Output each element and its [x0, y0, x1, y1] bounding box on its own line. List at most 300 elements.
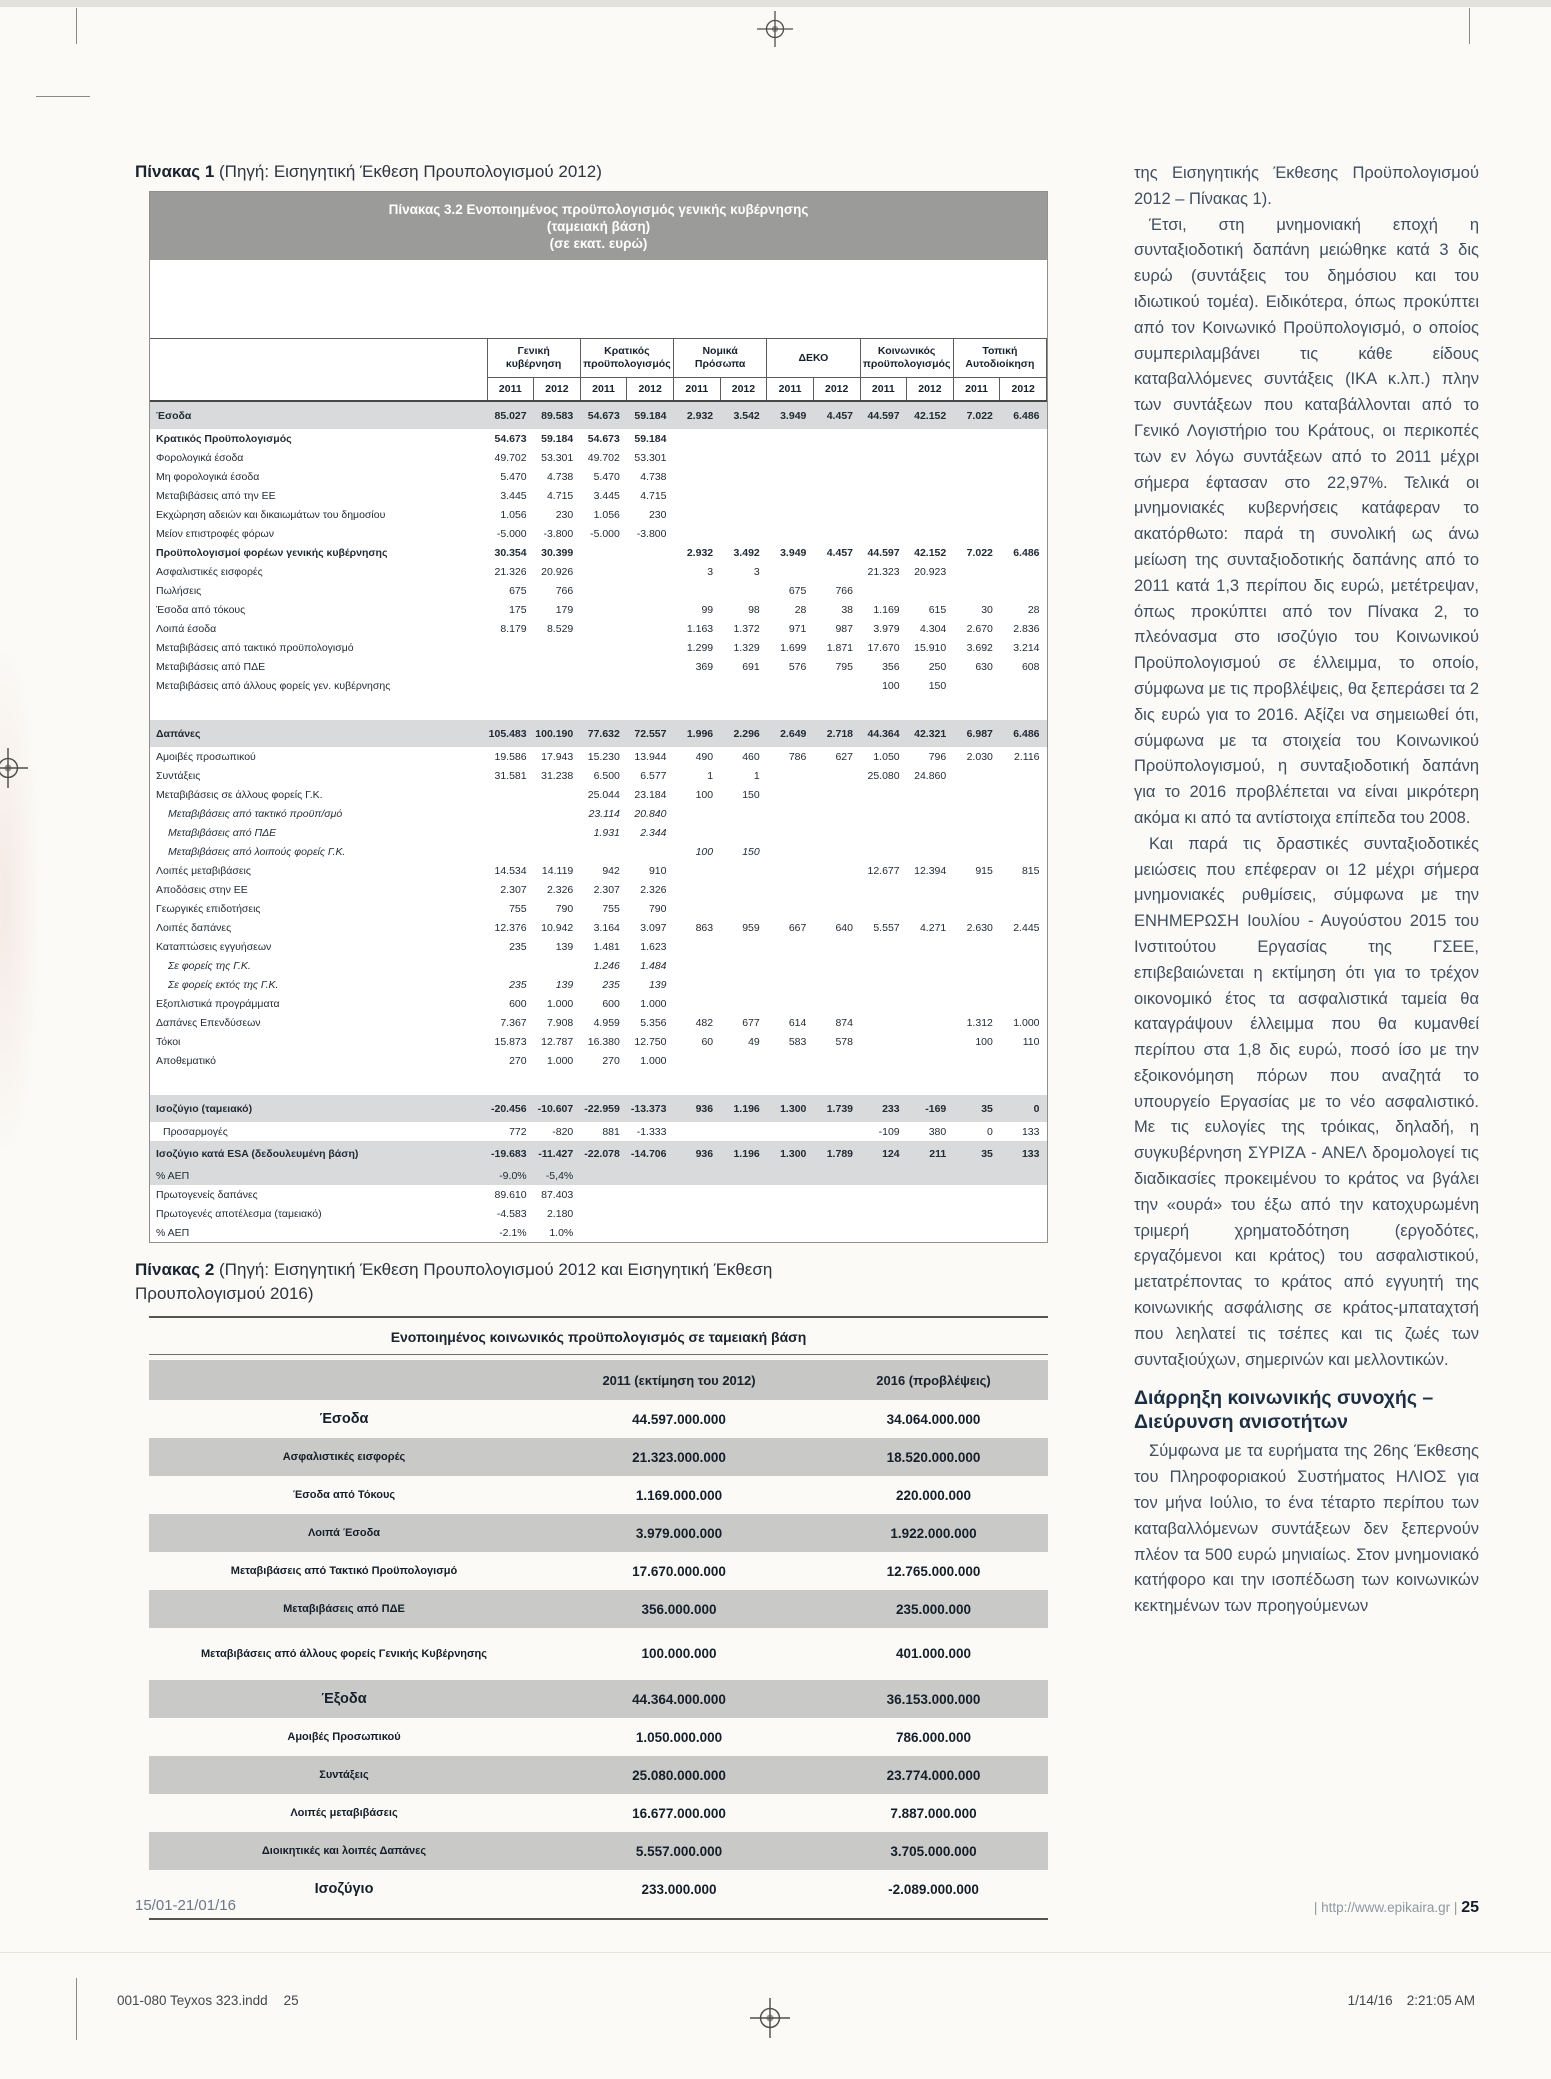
value-cell: 490 — [695, 750, 714, 763]
value-cell — [580, 581, 627, 600]
value-cell — [860, 842, 907, 861]
value-cell: 87.403 — [541, 1188, 574, 1201]
value-cell — [767, 766, 814, 785]
value-cell: 2.932 — [686, 409, 714, 422]
value-cell: 971 — [788, 622, 807, 635]
value-cell — [674, 467, 721, 486]
value-cell: 815 — [1021, 864, 1040, 877]
value-cell: -19.683 — [491, 1147, 527, 1160]
row-label: % ΑΕΠ — [156, 1169, 190, 1182]
table2-row — [149, 1438, 1048, 1476]
page-footer-right — [1314, 1899, 1479, 1917]
value-cell — [1000, 823, 1047, 842]
value-cell — [487, 676, 534, 695]
value-2016: 34.064.000.000 — [886, 1411, 981, 1427]
table1-row — [150, 937, 1047, 956]
value-cell: 14.534 — [494, 864, 527, 877]
value-cell — [534, 956, 581, 975]
value-cell — [487, 823, 534, 842]
table1-title-line2: (ταμειακή βάση) — [546, 219, 651, 234]
value-cell — [1000, 581, 1047, 600]
value-2011: 356.000.000 — [641, 1601, 717, 1617]
value-cell — [1000, 524, 1047, 543]
value-cell: 12.677 — [867, 864, 900, 877]
value-2011: 100.000.000 — [641, 1646, 717, 1662]
indd-filename: 001-080 Teyxos 323.indd — [117, 1993, 268, 2008]
value-cell: 2.836 — [1013, 622, 1040, 635]
value-cell: 139 — [555, 978, 574, 991]
value-cell — [813, 467, 860, 486]
value-cell: 59.184 — [634, 432, 667, 445]
value-cell — [860, 1185, 907, 1204]
year-header: 2012 — [627, 378, 674, 402]
value-cell: 2.630 — [966, 921, 993, 934]
value-cell: 4.304 — [919, 622, 947, 635]
value-cell: 89.583 — [541, 409, 574, 422]
value-2011: 44.597.000.000 — [632, 1411, 726, 1427]
value-cell — [1000, 1204, 1047, 1223]
value-cell — [674, 975, 721, 994]
value-cell — [860, 1032, 907, 1051]
year-header: 2012 — [534, 378, 581, 402]
value-cell: 1 — [753, 769, 760, 782]
value-cell — [907, 975, 954, 994]
print-date: 1/14/16 — [1347, 1993, 1393, 2008]
value-cell: 460 — [742, 750, 760, 763]
value-cell — [1000, 429, 1047, 448]
value-cell: -109 — [878, 1125, 900, 1138]
value-cell: 42.321 — [914, 727, 947, 740]
value-cell — [674, 581, 721, 600]
value-cell — [720, 676, 767, 695]
row-label: Αποδόσεις στην ΕΕ — [156, 883, 248, 896]
value-cell: 42.152 — [914, 546, 947, 559]
value-cell: 2.649 — [780, 727, 807, 740]
value-cell: 766 — [835, 584, 853, 597]
value-cell — [860, 1223, 907, 1242]
value-2011: 16.677.000.000 — [632, 1805, 726, 1821]
value-cell — [1000, 1166, 1047, 1185]
value-cell — [953, 994, 1000, 1013]
value-cell: 600 — [602, 997, 620, 1010]
value-cell: 936 — [695, 1102, 714, 1115]
row-label: Λοιπά έσοδα — [156, 622, 217, 635]
value-cell: 44.597 — [867, 546, 900, 559]
row-label: Μεταβιβάσεις από άλλους φορείς Γενικής Κυβέρνησης — [200, 1647, 487, 1660]
value-cell: 1.000 — [1013, 1016, 1040, 1029]
row-label: Μεταβιβάσεις από Τακτικό Προϋπολογισμό — [230, 1565, 458, 1577]
value-cell — [720, 861, 767, 880]
prepress-filename — [117, 1993, 299, 2008]
row-label: Μεταβιβάσεις από ΠΔΕ — [283, 1603, 405, 1615]
value-cell: 910 — [648, 864, 667, 877]
year-header: 2011 — [580, 378, 627, 402]
value-cell — [674, 1185, 721, 1204]
value-cell: 20.840 — [634, 807, 667, 820]
table2-row — [149, 1870, 1048, 1908]
value-cell — [674, 1204, 721, 1223]
value-cell: 235 — [509, 978, 527, 991]
value-cell: 482 — [695, 1016, 714, 1029]
value-cell: 53.301 — [541, 451, 574, 464]
value-cell — [534, 657, 581, 676]
value-cell: 49.702 — [587, 451, 620, 464]
value-cell — [860, 505, 907, 524]
value-cell — [674, 956, 721, 975]
value-cell: 15.230 — [587, 750, 620, 763]
value-cell: 1.0% — [549, 1226, 574, 1239]
value-cell — [720, 1122, 767, 1141]
value-cell — [674, 823, 721, 842]
value-cell — [627, 676, 674, 695]
value-cell — [813, 994, 860, 1013]
row-label: Δαπάνες Επενδύσεων — [156, 1016, 261, 1029]
value-cell — [953, 766, 1000, 785]
indd-page-number: 25 — [283, 1993, 299, 2008]
value-cell — [860, 1013, 907, 1032]
table1-row — [150, 1223, 1047, 1242]
value-cell — [907, 1185, 954, 1204]
value-cell: 1.623 — [640, 940, 667, 953]
value-cell: -5,4% — [545, 1169, 574, 1182]
value-cell: 608 — [1021, 660, 1040, 673]
value-cell — [953, 975, 1000, 994]
value-cell — [860, 581, 907, 600]
value-cell: 4.715 — [546, 489, 574, 502]
value-cell: -5.000 — [590, 527, 620, 540]
table1-row — [150, 823, 1047, 842]
value-cell — [767, 785, 814, 804]
value-cell: 1.312 — [966, 1016, 993, 1029]
value-cell — [627, 1166, 674, 1185]
table2-col-2016-header: 2016 (προβλέψεις) — [819, 1360, 1048, 1400]
value-cell — [580, 562, 627, 581]
value-cell — [813, 1223, 860, 1242]
value-cell: 10.942 — [541, 921, 574, 934]
table2-row — [149, 1552, 1048, 1590]
value-cell — [767, 1051, 814, 1070]
row-label: Πωλήσεις — [156, 584, 202, 597]
value-cell — [813, 524, 860, 543]
table2-row — [149, 1718, 1048, 1756]
table1-row — [150, 676, 1047, 695]
value-cell: -2.1% — [499, 1226, 527, 1239]
value-2011: 17.670.000.000 — [632, 1563, 726, 1579]
value-cell: 640 — [835, 921, 853, 934]
table1-body — [150, 401, 1047, 1242]
value-cell — [1000, 766, 1047, 785]
value-cell: 1.931 — [593, 826, 620, 839]
label-column-header — [150, 339, 487, 402]
value-cell — [813, 1166, 860, 1185]
row-label: Προσαρμογές — [163, 1125, 228, 1138]
value-cell — [674, 429, 721, 448]
value-cell: 356 — [882, 660, 900, 673]
value-2016: -2.089.000.000 — [888, 1881, 979, 1897]
value-cell — [907, 1013, 954, 1032]
value-cell: 1.484 — [640, 959, 667, 972]
value-cell — [953, 937, 1000, 956]
value-cell: 1.163 — [686, 622, 714, 635]
row-label: Έσοδα από τόκους — [156, 603, 246, 616]
value-cell — [720, 880, 767, 899]
value-cell: 6.577 — [640, 769, 667, 782]
value-cell — [813, 899, 860, 918]
value-cell — [953, 1185, 1000, 1204]
value-cell — [627, 562, 674, 581]
value-cell: 105.483 — [488, 727, 527, 740]
table1-row — [150, 1166, 1047, 1185]
table2-caption-source-line1: (Πηγή: Εισηγητική Έκθεση Προυπολογισμού 2012 και Εισηγητική Έκθεση — [214, 1260, 773, 1279]
value-cell: -4.583 — [496, 1207, 527, 1220]
table1-row — [150, 747, 1047, 766]
value-cell — [674, 861, 721, 880]
value-cell: 576 — [788, 660, 807, 673]
value-cell — [767, 467, 814, 486]
value-2016: 786.000.000 — [895, 1729, 972, 1745]
value-cell: 2.307 — [593, 883, 620, 896]
value-cell — [674, 880, 721, 899]
value-cell: 150 — [928, 679, 947, 692]
value-cell: -3.800 — [636, 527, 667, 540]
value-cell: 675 — [788, 584, 807, 597]
value-cell: 627 — [835, 750, 853, 763]
table2-title: Ενοποιημένος κοινωνικός προϋπολογισμός σε ταμειακή βάση — [149, 1316, 1048, 1355]
value-cell: 85.027 — [494, 409, 527, 422]
table1-row — [150, 1185, 1047, 1204]
column-group-header: Κοινωνικός προϋπολογισμός — [860, 339, 953, 378]
value-cell — [674, 937, 721, 956]
value-2016: 220.000.000 — [895, 1487, 972, 1503]
value-cell: 1.372 — [733, 622, 760, 635]
value-cell — [487, 956, 534, 975]
paragraph: Σύμφωνα με τα ευρήματα της 26ης Έκθεσης του Πληροφοριακού Συστήματος ΗΛΙΟΣ για τον μήνα Ιούλιο, το ένα τέταρτο περίπου των καταβαλλόμενων συντάξεων δεν ξεπερνούν πλέον τα 500 ευρώ μηνιαίως. Στον μνημονιακό κατήφορο και την ισοπέδωση των κοινωνικών κεκτημένων των προηγούμενων — [1134, 1442, 1479, 1616]
value-cell — [907, 842, 954, 861]
value-2011: 233.000.000 — [641, 1881, 717, 1897]
value-2011: 1.169.000.000 — [635, 1487, 723, 1503]
value-cell: 578 — [835, 1035, 853, 1048]
value-2011: 1.050.000.000 — [635, 1729, 723, 1745]
table2-row — [149, 1514, 1048, 1552]
table2-row — [149, 1680, 1048, 1718]
value-cell — [907, 785, 954, 804]
table2-bottom-rule — [149, 1918, 1048, 1920]
value-cell — [860, 937, 907, 956]
value-cell — [720, 823, 767, 842]
value-cell — [580, 543, 627, 562]
crop-mark — [36, 96, 90, 97]
value-cell — [487, 657, 534, 676]
table1-row — [150, 448, 1047, 467]
value-cell: 12.376 — [494, 921, 527, 934]
value-cell: 7.022 — [966, 409, 993, 422]
row-label: Αμοιβές Προσωπικού — [287, 1731, 401, 1743]
value-cell — [674, 1122, 721, 1141]
table1-row — [150, 975, 1047, 994]
row-label: Κρατικός Προϋπολογισμός — [156, 432, 292, 445]
row-label: Μείον επιστροφές φόρων — [156, 527, 275, 540]
value-cell: 24.860 — [914, 769, 947, 782]
value-cell — [767, 1166, 814, 1185]
value-cell — [813, 804, 860, 823]
value-cell — [953, 505, 1000, 524]
table2-caption-source-line2: Προυπολογισμού 2016) — [135, 1284, 314, 1303]
table1-row — [150, 861, 1047, 880]
value-cell: 2.296 — [733, 727, 760, 740]
value-cell — [1000, 1051, 1047, 1070]
value-cell — [627, 842, 674, 861]
table1-caption-label: Πίνακας 1 — [135, 162, 215, 181]
row-label: Σε φορείς εκτός της Γ.Κ. — [168, 978, 279, 991]
value-cell: 179 — [555, 603, 574, 616]
table2-col-2011-header: 2011 (εκτίμηση του 2012) — [539, 1360, 819, 1400]
row-label: Ισοζύγιο κατά ESA (δεδουλευμένη βάση) — [156, 1147, 359, 1160]
value-cell — [767, 823, 814, 842]
value-cell — [813, 1051, 860, 1070]
value-2011: 5.557.000.000 — [635, 1843, 723, 1859]
value-cell: 4.457 — [826, 546, 853, 559]
value-cell — [813, 486, 860, 505]
table2-row — [149, 1794, 1048, 1832]
value-cell — [580, 842, 627, 861]
value-cell: -22.959 — [584, 1102, 620, 1115]
value-cell — [767, 804, 814, 823]
value-cell: 44.364 — [867, 727, 900, 740]
row-label: % ΑΕΠ — [156, 1226, 190, 1239]
value-cell: 3.097 — [640, 921, 667, 934]
value-cell: 915 — [975, 864, 993, 877]
value-cell — [487, 804, 534, 823]
value-cell: 235 — [602, 978, 620, 991]
value-cell — [953, 804, 1000, 823]
row-label: Μεταβιβάσεις σε άλλους φορείς Γ.Κ. — [156, 788, 323, 801]
value-cell: 35 — [981, 1102, 993, 1115]
registration-mark-icon — [750, 1998, 790, 2038]
value-cell: 21.326 — [494, 565, 527, 578]
value-cell: 31.238 — [541, 769, 574, 782]
value-cell — [953, 1223, 1000, 1242]
value-cell — [860, 975, 907, 994]
table1-caption-source: (Πηγή: Εισηγητική Έκθεση Προυπολογισμού 2012) — [214, 162, 602, 181]
table1-spacer — [150, 260, 1047, 338]
value-cell — [720, 448, 767, 467]
value-cell — [534, 676, 581, 695]
crop-mark — [1469, 8, 1470, 44]
value-cell: 100 — [975, 1035, 993, 1048]
value-cell: 12.750 — [634, 1035, 667, 1048]
value-cell — [953, 899, 1000, 918]
value-cell: 2.307 — [500, 883, 527, 896]
value-cell — [860, 1204, 907, 1223]
table2-caption — [135, 1258, 772, 1306]
value-cell — [953, 581, 1000, 600]
registration-mark-icon — [0, 748, 28, 788]
value-cell: 600 — [509, 997, 527, 1010]
value-cell — [953, 486, 1000, 505]
value-cell — [720, 994, 767, 1013]
value-cell: 49.702 — [494, 451, 527, 464]
table1-row — [150, 401, 1047, 429]
value-cell: 59.184 — [541, 432, 574, 445]
value-cell: 772 — [509, 1125, 527, 1138]
value-2016: 3.705.000.000 — [890, 1843, 977, 1859]
value-cell — [813, 956, 860, 975]
value-cell — [674, 1051, 721, 1070]
scan-edge — [0, 0, 1551, 7]
value-cell: -22.078 — [584, 1147, 620, 1160]
issue-date-range: 15/01-21/01/16 — [135, 1897, 236, 1914]
value-cell — [720, 804, 767, 823]
value-cell — [767, 486, 814, 505]
value-cell — [534, 804, 581, 823]
value-cell — [860, 1051, 907, 1070]
value-cell — [720, 1185, 767, 1204]
value-cell — [860, 448, 907, 467]
value-cell — [627, 657, 674, 676]
value-cell: 675 — [509, 584, 527, 597]
value-2016: 235.000.000 — [895, 1601, 972, 1617]
value-cell: 60 — [701, 1035, 714, 1048]
value-cell — [1000, 785, 1047, 804]
row-label: Γεωργικές επιδοτήσεις — [156, 902, 261, 915]
value-cell — [1000, 1223, 1047, 1242]
value-cell: 614 — [788, 1016, 807, 1029]
value-cell — [487, 638, 534, 657]
value-cell — [813, 785, 860, 804]
value-cell: 1.996 — [686, 727, 714, 740]
value-cell — [813, 861, 860, 880]
year-header: 2011 — [674, 378, 721, 402]
value-cell — [767, 505, 814, 524]
value-2011: 44.364.000.000 — [632, 1691, 726, 1707]
value-cell — [720, 524, 767, 543]
value-cell — [860, 899, 907, 918]
row-label: Μεταβιβάσεις από ΠΔΕ — [156, 660, 266, 673]
value-cell: 615 — [928, 603, 947, 616]
value-cell: 786 — [788, 750, 807, 763]
value-cell: 677 — [742, 1016, 760, 1029]
value-cell — [907, 486, 954, 505]
value-cell: 5.470 — [593, 470, 620, 483]
row-label: Λοιπές δαπάνες — [156, 921, 232, 934]
value-cell — [580, 1166, 627, 1185]
value-cell: 20.926 — [541, 565, 574, 578]
value-cell — [767, 899, 814, 918]
value-cell — [860, 994, 907, 1013]
table1-row — [150, 1013, 1047, 1032]
value-cell: 5.356 — [640, 1016, 667, 1029]
value-cell — [1000, 956, 1047, 975]
value-cell: 380 — [928, 1125, 947, 1138]
value-cell — [953, 448, 1000, 467]
value-cell — [674, 804, 721, 823]
table1-row — [150, 429, 1047, 448]
value-cell: 2.116 — [1014, 750, 1040, 763]
value-cell — [767, 842, 814, 861]
value-cell — [860, 524, 907, 543]
table1-header — [150, 339, 1047, 402]
column-group-header: Τοπική Αυτοδιοίκηση — [953, 339, 1046, 378]
value-cell: 44.597 — [867, 409, 900, 422]
column-group-header: Νομικά Πρόσωπα — [674, 339, 767, 378]
value-cell — [534, 785, 581, 804]
value-cell: 1.169 — [873, 603, 900, 616]
table1-row — [150, 785, 1047, 804]
value-cell: 1.871 — [826, 641, 853, 654]
value-cell — [1000, 899, 1047, 918]
table1-row — [150, 524, 1047, 543]
value-cell: 4.738 — [546, 470, 574, 483]
